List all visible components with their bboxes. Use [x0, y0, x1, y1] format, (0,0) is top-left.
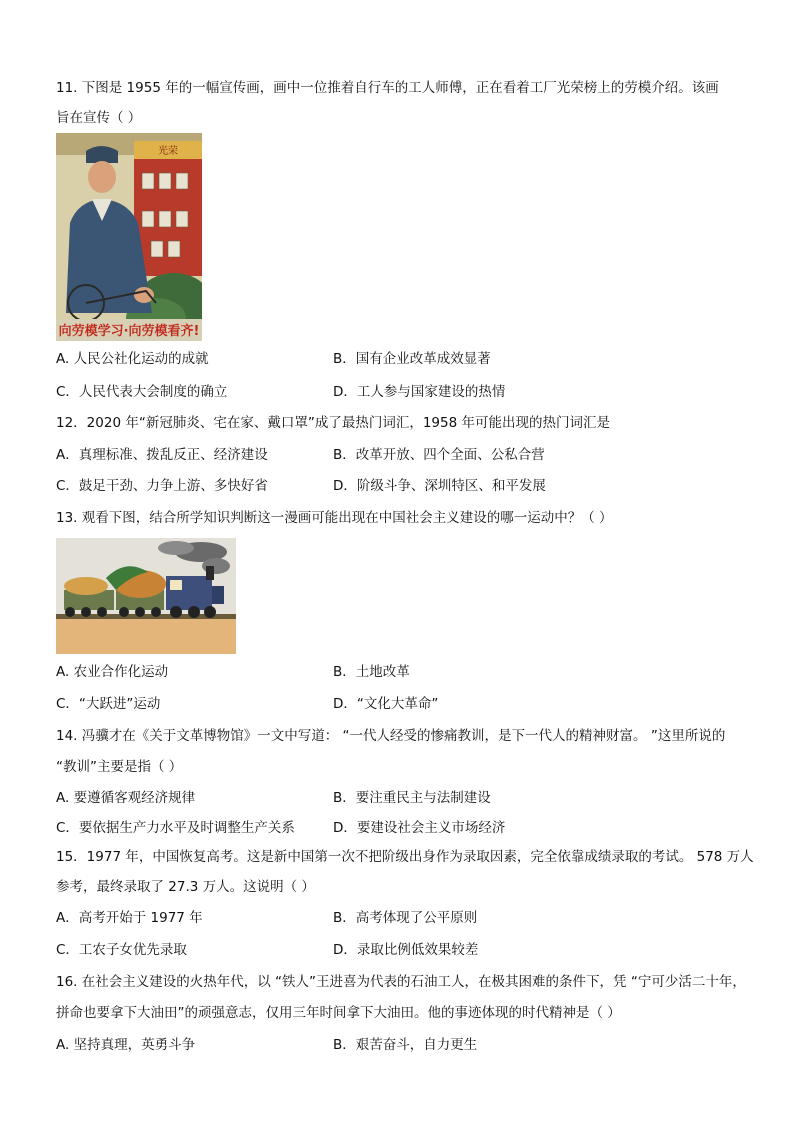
q16-stem-line1: 16. 在社会主义建设的火热年代，以 “铁人”王进喜为代表的石油工人，在极其困难的条件下，凭 “宁可少活二十年，	[56, 974, 746, 990]
q11-option-c[interactable]: C．人民代表大会制度的确立	[56, 384, 228, 400]
q12-option-a[interactable]: A．真理标准、拨乱反正、经济建设	[56, 447, 268, 463]
q15-option-b[interactable]: B．高考体现了公平原则	[333, 910, 478, 926]
q15-option-c[interactable]: C．工农子女优先录取	[56, 942, 187, 958]
q14-option-a[interactable]: A. 要遵循客观经济规律	[56, 790, 196, 806]
q15-stem-line1: 15．1977 年，中国恢复高考。这是新中国第一次不把阶级出身作为录取因素，完全依靠成绩录取的考试。 578 万人	[56, 849, 754, 865]
poster-caption: 向劳模学习·向劳模看齐!	[58, 324, 200, 339]
q13-option-b[interactable]: B．土地改革	[333, 664, 410, 680]
q15-stem-line2: 参考，最终录取了 27.3 万人。这说明（ ）	[56, 879, 315, 895]
q13-stem: 13. 观看下图，结合所学知识判断这一漫画可能出现在中国社会主义建设的哪一运动中？（ ）	[56, 510, 613, 526]
q11-option-a[interactable]: A. 人民公社化运动的成就	[56, 351, 209, 367]
q12-option-c[interactable]: C．鼓足干劲、力争上游、多快好省	[56, 478, 268, 494]
q14-option-d[interactable]: D．要建设社会主义市场经济	[333, 820, 506, 836]
q12-option-b[interactable]: B．改革开放、四个全面、公私合营	[333, 447, 545, 463]
q11-propaganda-poster	[56, 133, 202, 341]
q15-option-a[interactable]: A．高考开始于 1977 年	[56, 910, 203, 926]
q12-stem: 12．2020 年“新冠肺炎、宅在家、戴口罩”成了最热门词汇，1958 年可能出现的热门词汇是	[56, 415, 610, 431]
q16-option-b[interactable]: B．艰苦奋斗，自力更生	[333, 1037, 478, 1053]
q16-option-a[interactable]: A. 坚持真理，英勇斗争	[56, 1037, 196, 1053]
q13-option-a[interactable]: A. 农业合作化运动	[56, 664, 169, 680]
q13-option-d[interactable]: D．“文化大革命”	[333, 696, 439, 712]
q15-option-d[interactable]: D．录取比例低效果较差	[333, 942, 479, 958]
q11-stem-line2: 旨在宣传（ ）	[56, 110, 142, 126]
q14-stem-line1: 14. 冯骥才在《关于文革博物馆》一文中写道： “一代人经受的惨痛教训，是下一代人的精神财富。 ”这里所说的	[56, 728, 726, 744]
q11-option-b[interactable]: B．国有企业改革成效显著	[333, 351, 491, 367]
q13-cartoon-train	[56, 538, 236, 654]
q11-option-d[interactable]: D．工人参与国家建设的热情	[333, 384, 506, 400]
q16-stem-line2: 拼命也要拿下大油田”的顽强意志，仅用三年时间拿下大油田。他的事迹体现的时代精神是（ ）	[56, 1005, 621, 1021]
q11-stem-line1: 11. 下图是 1955 年的一幅宣传画，画中一位推着自行车的工人师傅，正在看着工厂光荣榜上的劳模介绍。该画	[56, 80, 719, 96]
q14-option-c[interactable]: C．要依据生产力水平及时调整生产关系	[56, 820, 295, 836]
q14-option-b[interactable]: B．要注重民主与法制建设	[333, 790, 491, 806]
q12-option-d[interactable]: D．阶级斗争、深圳特区、和平发展	[333, 478, 546, 494]
q13-option-c[interactable]: C．“大跃进”运动	[56, 696, 161, 712]
q14-stem-line2: “教训”主要是指（ ）	[56, 759, 183, 775]
poster-banner-text: 光荣	[158, 146, 178, 157]
